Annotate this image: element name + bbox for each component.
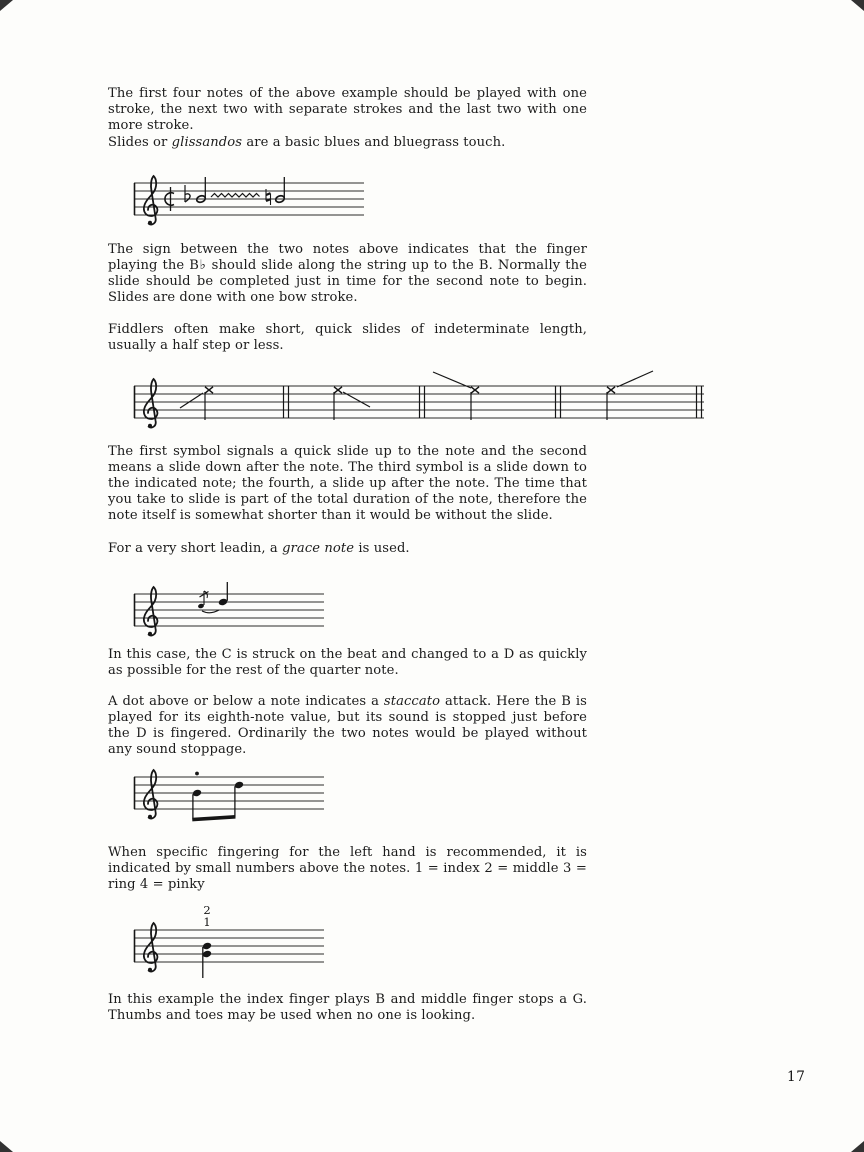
text-run: When specific fingering for the left hand is recommended, it is indicated by small numbers above the notes. 1 = index 2 = middle 3 = ring 4 = pinky	[108, 845, 587, 892]
text-run: attack. Here the B is played for its eighth-note value, but its sound is stopped just before the D is fingered. Ordinarily the two notes would be played without any sound stoppage.	[108, 694, 587, 757]
music-example-staccato	[133, 763, 325, 829]
note-b-eighth	[192, 789, 202, 820]
music-example-grace-note	[133, 580, 325, 640]
italic-term: grace note	[282, 541, 355, 556]
text-run: The first symbol signals a quick slide up to the note and the second means a slide down after the note. The third symbol is a slide down to the indicated note; the fourth, a slide up after the note. The time that you take to slide is part of the total duration of the note, therefore the note itself is somewhat shorter than it would be without the slide.	[108, 444, 587, 523]
text-run: A dot above or below a note indicates a	[108, 694, 384, 709]
text-run: The sign between the two notes above indicates that the finger playing the B♭ should slide along the string up to the B. Normally the slide should be completed just in time for the second note to begin. Slides are done with one bow stroke.	[108, 242, 587, 305]
note-d-eighth	[234, 781, 244, 817]
fingering-number-bottom: 1	[203, 915, 211, 929]
paragraph-slide-sign-explanation	[108, 242, 587, 306]
double-stop-notes	[202, 942, 212, 978]
slide-down-into-note	[433, 372, 479, 420]
italic-term: staccato	[383, 694, 441, 709]
staccato-dot	[195, 772, 199, 776]
staff-lines	[134, 594, 324, 626]
text-run: is used.	[354, 541, 410, 556]
slide-up-into-note	[180, 387, 213, 420]
paragraph-grace-note-explanation	[108, 647, 587, 679]
text-run: The first four notes of the above example should be played with one stroke, the next two with separate strokes and the last two with one more stroke.	[108, 86, 587, 133]
slide-up-after-note	[607, 371, 653, 420]
music-example-glissando	[133, 169, 365, 231]
scan-artifact	[851, 0, 864, 11]
paragraph-grace-note-intro	[108, 541, 587, 557]
paragraph-slide-symbols-explanation	[108, 444, 587, 524]
music-example-fingering	[133, 898, 325, 982]
page-number: 17	[787, 1069, 806, 1085]
paragraph-fingering-example	[108, 992, 587, 1024]
music-example-slide-symbols	[133, 366, 705, 432]
scan-artifact	[0, 0, 13, 11]
text-run: Fiddlers often make short, quick slides of indeterminate length, usually a half step or less.	[108, 322, 587, 353]
text-run: For a very short leadin, a	[108, 541, 283, 556]
slide-down-after-note	[334, 387, 370, 420]
glissando-zigzag	[211, 194, 260, 198]
beam	[192, 815, 235, 821]
scan-artifact	[851, 1141, 864, 1152]
paragraph-slides-intro	[108, 135, 587, 151]
text-run: Slides or	[108, 135, 172, 150]
staff-lines	[134, 930, 324, 962]
staff-lines	[134, 183, 364, 215]
italic-term: glissandos	[171, 135, 243, 150]
staff-lines	[134, 777, 324, 809]
paragraph-stroke-instructions	[108, 86, 587, 134]
fingering-number-top: 2	[203, 903, 211, 917]
paragraph-staccato-explanation	[108, 694, 587, 758]
text-run: In this case, the C is struck on the beat and changed to a D as quickly as possible for the rest of the quarter note.	[108, 647, 587, 678]
text-run: are a basic blues and bluegrass touch.	[242, 135, 506, 150]
text-run: In this example the index finger plays B and middle finger stops a G. Thumbs and toes may be used when no one is looking.	[108, 992, 587, 1023]
paragraph-fingering-intro	[108, 845, 587, 893]
scan-artifact	[0, 1141, 13, 1152]
paragraph-quick-slides	[108, 322, 587, 354]
